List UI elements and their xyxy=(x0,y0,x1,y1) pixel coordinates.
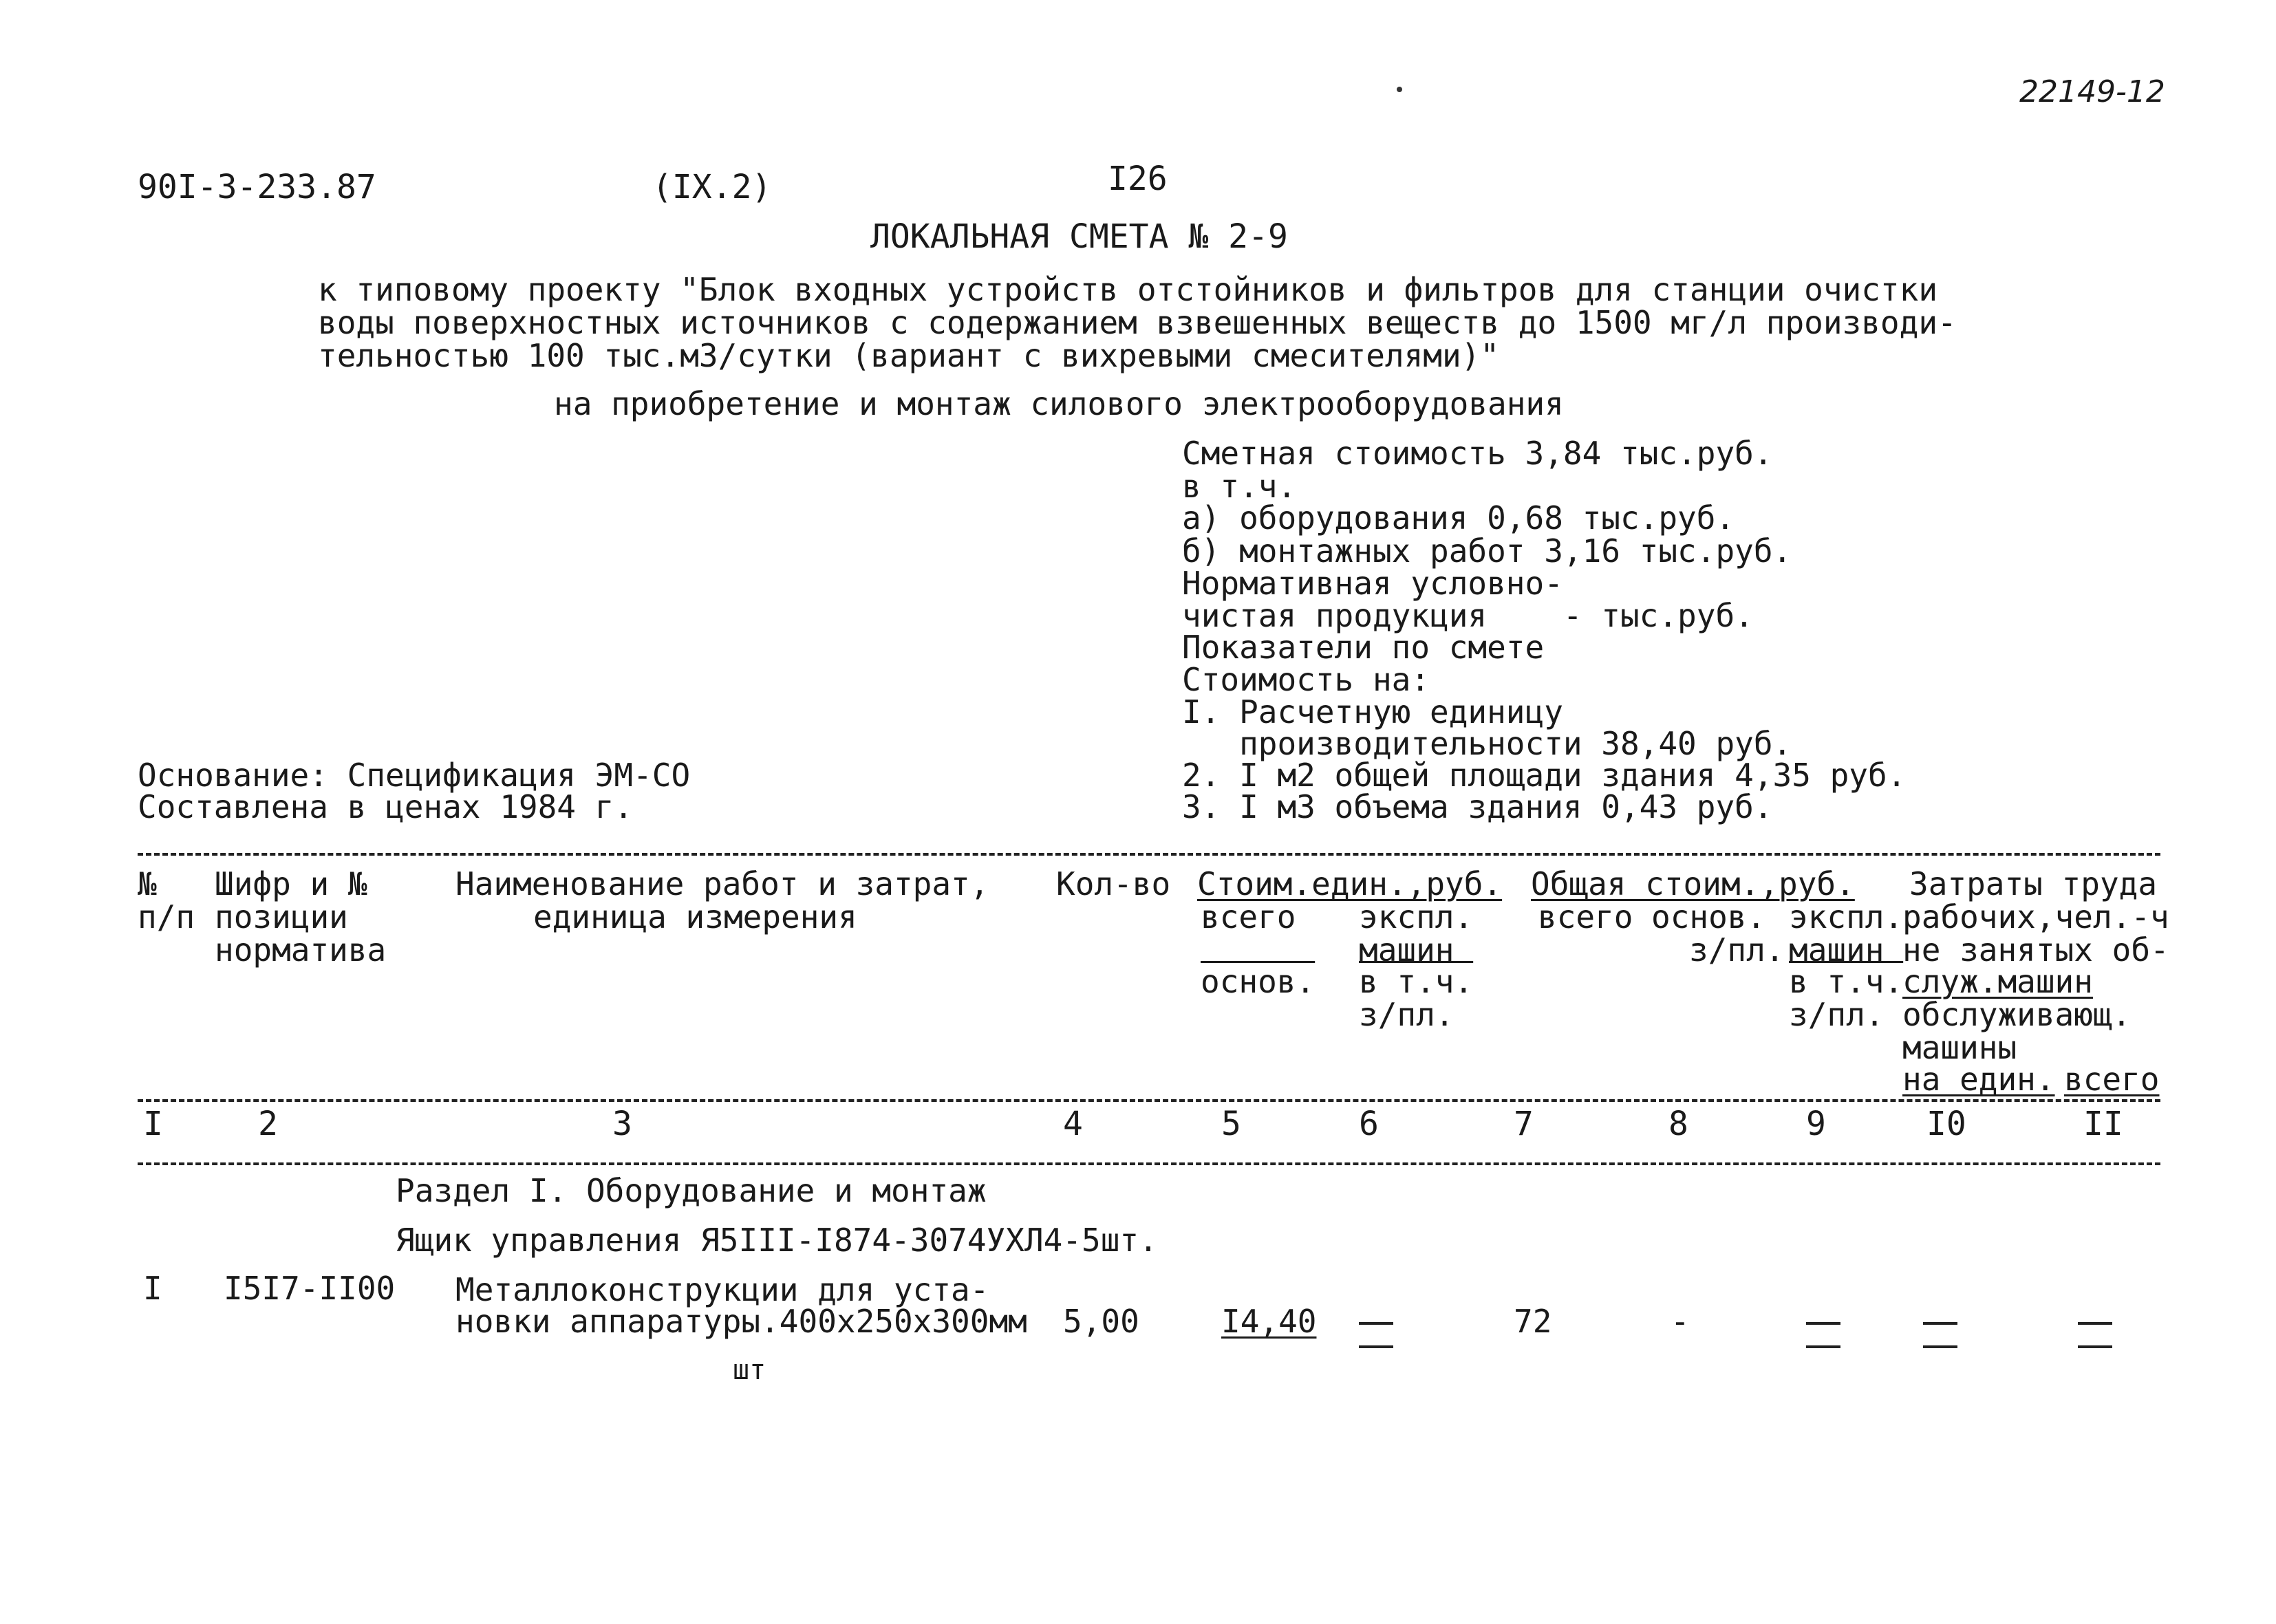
subtitle-line-2: воды поверхностных источников с содержанием взвешенных веществ до 1500 мг/л производи- xyxy=(318,304,1957,341)
summary-line: Стоимость на: xyxy=(1182,661,1430,698)
subtitle-line-3: тельностью 100 тыс.м3/сутки (вариант с вихревыми смесителями)" xyxy=(318,337,1500,374)
col4-header: Кол-во xyxy=(1056,865,1171,902)
col10-header: на един. xyxy=(1902,1061,2055,1098)
summary-line: I. Расчетную единицу xyxy=(1182,693,1563,730)
column-number: 6 xyxy=(1359,1105,1379,1143)
summary-line: в т.ч. xyxy=(1182,468,1297,505)
section-code: (IX.2) xyxy=(652,168,772,206)
basis-line-1: Основание: Спецификация ЭМ-СО xyxy=(138,757,691,794)
summary-line: Сметная стоимость 3,84 тыс.руб. xyxy=(1182,435,1773,472)
subtitle-line-1: к типовому проекту "Блок входных устройств отстойников и фильтров для станции очистки xyxy=(318,271,1938,308)
column-number: 9 xyxy=(1806,1105,1826,1143)
row-name-line-2: новки аппаратуры.400x250x300мм xyxy=(455,1303,1027,1340)
column-number: 7 xyxy=(1514,1105,1534,1143)
row-unit: шт xyxy=(733,1354,766,1386)
col9-header: з/пл. xyxy=(1789,996,1885,1033)
col2-header: Шифр и № xyxy=(215,865,367,902)
column-number: 4 xyxy=(1063,1105,1083,1143)
col2-header: позиции xyxy=(215,898,348,935)
column-number: 3 xyxy=(612,1105,632,1143)
col6-header: машин xyxy=(1359,931,1454,968)
column-number: I xyxy=(143,1105,163,1143)
col6-header: экспл. xyxy=(1359,898,1474,935)
summary-line: б) монтажных работ 3,16 тыс.руб. xyxy=(1182,532,1792,570)
row-base-wage: - xyxy=(1671,1303,1690,1340)
summary-line: 3. I м3 объема здания 0,43 руб. xyxy=(1182,788,1773,825)
col11-header: всего xyxy=(2064,1061,2160,1098)
row-code: I5I7-II00 xyxy=(224,1270,396,1307)
column-number: 8 xyxy=(1668,1105,1688,1143)
unit-cost-header: Стоим.един.,руб. xyxy=(1197,865,1503,902)
empty-value-dashes xyxy=(1806,1322,1840,1348)
summary-line: а) оборудования 0,68 тыс.руб. xyxy=(1182,499,1735,537)
summary-line: Нормативная условно- xyxy=(1182,565,1563,602)
row-number: I xyxy=(143,1270,162,1307)
empty-value-dashes xyxy=(1359,1322,1393,1348)
row-total: 72 xyxy=(1514,1303,1552,1340)
labor-header: Затраты труда xyxy=(1909,865,2158,902)
col5-header: основ. xyxy=(1201,963,1316,1000)
header-bottom-rule xyxy=(138,1099,2160,1102)
document-code: 90I-3-233.87 xyxy=(138,168,376,206)
column-number: 5 xyxy=(1221,1105,1241,1143)
handwritten-reference: 22149-12 xyxy=(2019,74,2165,109)
document-title: ЛОКАЛЬНАЯ СМЕТА № 2-9 xyxy=(870,217,1288,256)
col8-header: основ. xyxy=(1651,898,1766,935)
summary-line: 2. I м2 общей площади здания 4,35 руб. xyxy=(1182,757,1907,794)
col1-header: № xyxy=(138,865,157,902)
labor-header-line: обслуживающ. xyxy=(1902,996,2132,1033)
basis-line-2: Составлена в ценах 1984 г. xyxy=(138,788,634,825)
column-number: I0 xyxy=(1926,1105,1966,1143)
total-cost-header: Общая стоим.,руб. xyxy=(1531,865,1855,902)
speck xyxy=(1397,87,1402,92)
empty-value-dashes xyxy=(1923,1322,1957,1348)
row-unit-total: I4,40 xyxy=(1221,1303,1317,1340)
col5-header: всего xyxy=(1201,898,1296,935)
col3-header: единица измерения xyxy=(533,898,857,935)
section-subtitle: Ящик управления Я5III-I874-3074УХЛ4-5шт. xyxy=(396,1222,1158,1259)
labor-header-line: машины xyxy=(1902,1029,2017,1066)
row-name-line-1: Металлоконструкции для уста- xyxy=(455,1271,989,1308)
col9-header: экспл. xyxy=(1789,898,1904,935)
empty-value-dashes xyxy=(2078,1322,2112,1348)
column-numbers-rule xyxy=(138,1162,2160,1165)
summary-line: производительности 38,40 руб. xyxy=(1182,725,1792,762)
col6-header: з/пл. xyxy=(1359,996,1454,1033)
column-number: II xyxy=(2083,1105,2123,1143)
page-number: I26 xyxy=(1108,160,1168,198)
column-number: 2 xyxy=(258,1105,278,1143)
col7-header: всего xyxy=(1538,898,1633,935)
summary-line: чистая продукция - тыс.руб. xyxy=(1182,597,1754,634)
table-top-rule xyxy=(138,853,2160,856)
col9-header: в т.ч. xyxy=(1789,963,1904,1000)
col2-header: норматива xyxy=(215,931,387,968)
col6-header: в т.ч. xyxy=(1359,963,1474,1000)
section-title: Раздел I. Оборудование и монтаж xyxy=(396,1172,987,1209)
labor-header-line: не занятых об- xyxy=(1902,931,2169,968)
col3-header: Наименование работ и затрат, xyxy=(455,865,989,902)
labor-header-line: рабочих,чел.-ч xyxy=(1902,898,2169,935)
col8-header: з/пл. xyxy=(1689,931,1785,968)
summary-line: Показатели по смете xyxy=(1182,629,1545,666)
labor-header-line: служ.машин xyxy=(1902,963,2093,1000)
col9-header: машин xyxy=(1789,931,1885,968)
col1-header: п/п xyxy=(138,898,195,935)
subtitle-line-4: на приобретение и монтаж силового электрооборудования xyxy=(554,385,1564,422)
row-quantity: 5,00 xyxy=(1063,1303,1139,1340)
